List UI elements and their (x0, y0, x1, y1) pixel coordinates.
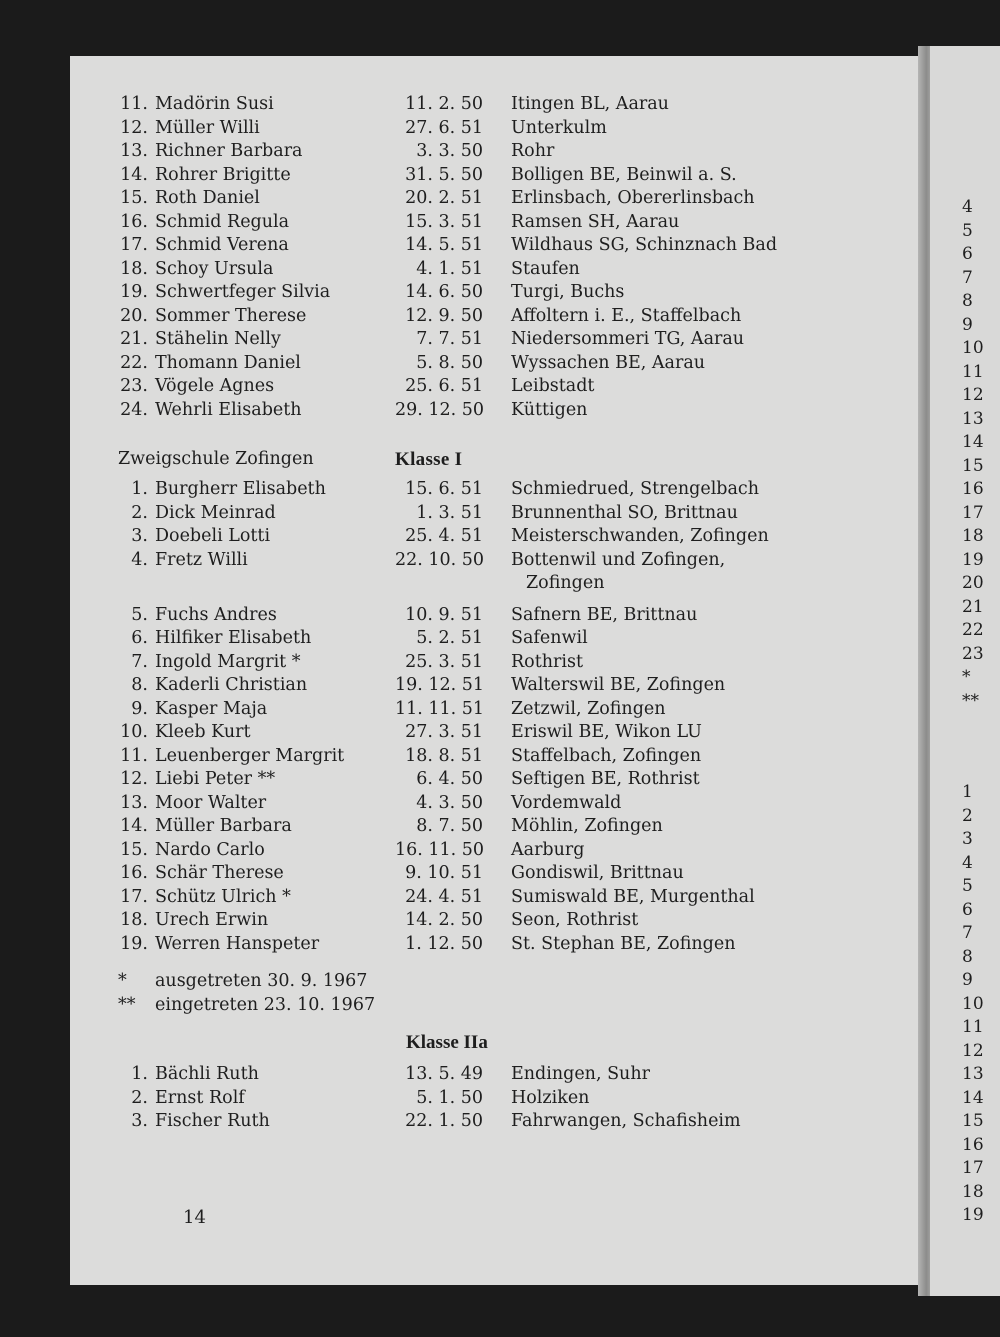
table-row (118, 478, 818, 502)
student-name: Werren Hanspeter (155, 933, 320, 954)
hometown-residence: Holziken (511, 1087, 590, 1108)
birth-date: 11. 11. 51 (395, 698, 485, 719)
spacer (118, 422, 818, 442)
table-row (118, 375, 818, 399)
table-row (118, 792, 818, 816)
table-row (118, 604, 818, 628)
hometown-residence: Itingen BL, Aarau (511, 94, 669, 114)
table-row (118, 258, 818, 282)
right-page-number: 6 (962, 244, 973, 264)
hometown-residence: Niedersommeri TG, Aarau (511, 329, 745, 349)
student-name: Richner Barbara (155, 141, 303, 161)
footnotes (118, 970, 818, 1017)
table-row (118, 1063, 818, 1087)
row-number: 21. (120, 329, 148, 349)
row-number: 3. (131, 526, 148, 546)
student-name: Thomann Daniel (155, 352, 301, 373)
row-number: 5. (131, 604, 148, 625)
hometown-residence: Staffelbach, Zofingen (511, 745, 702, 766)
row-number: 15. (120, 839, 148, 860)
footnote (118, 970, 818, 994)
right-page-number: 10 (962, 338, 984, 358)
right-page-number: 14 (962, 1087, 984, 1108)
row-number: 17. (120, 886, 148, 907)
table-row (118, 933, 818, 957)
birth-date: 3. 3. 50 (416, 141, 483, 161)
hometown-residence: Seon, Rothrist (511, 910, 639, 930)
hometown-residence: Vordemwald (511, 792, 622, 813)
birth-date: 1. 12. 50 (405, 933, 483, 954)
table-row (118, 164, 818, 188)
table-row (118, 234, 818, 258)
birth-date: 24. 4. 51 (405, 886, 483, 907)
spacer (118, 596, 818, 604)
student-name: Dick Meinrad (155, 502, 276, 523)
right-page-number: 9 (962, 314, 973, 335)
student-name: Madörin Susi (155, 94, 274, 114)
right-page-number: ** (962, 690, 979, 711)
page-number: 14 (183, 1207, 206, 1228)
birth-date: 10. 9. 51 (405, 604, 483, 625)
table-row (118, 93, 818, 117)
birth-date: 4. 1. 51 (416, 258, 483, 279)
hometown-residence: Ramsen SH, Aarau (511, 211, 680, 232)
student-name: Burgherr Elisabeth (155, 479, 326, 499)
student-name: Fischer Ruth (155, 1111, 270, 1131)
birth-date: 25. 3. 51 (405, 651, 483, 672)
row-number: 2. (131, 1087, 148, 1108)
class-title-iia: Klasse IIa (406, 1032, 488, 1054)
student-name: Sommer Therese (155, 305, 307, 326)
right-page-number: 16 (962, 1134, 984, 1155)
row-number: 2. (131, 502, 148, 523)
right-page-number: 14 (962, 432, 984, 452)
right-page-number: 21 (962, 596, 984, 617)
student-name: Fuchs Andres (155, 604, 277, 625)
student-name: Roth Daniel (155, 188, 260, 208)
birth-date: 7. 7. 51 (416, 329, 483, 349)
birth-date: 8. 7. 50 (416, 816, 483, 836)
indent (118, 572, 476, 596)
table-row (118, 305, 818, 329)
right-page-number: 19 (962, 1205, 984, 1225)
section-heading-zofingen (118, 442, 818, 478)
right-page-number: 6 (962, 899, 973, 920)
table-row (118, 768, 818, 792)
right-page-number: 18 (962, 526, 984, 546)
hometown-residence: Wildhaus SG, Schinznach Bad (511, 235, 778, 255)
right-page-number: 12 (962, 1040, 984, 1061)
right-page-number: 13 (962, 408, 984, 429)
right-page-numbers-a (930, 196, 984, 713)
footnote-text: ausgetreten 30. 9. 1967 (155, 971, 368, 991)
student-name: Vögele Agnes (155, 376, 275, 396)
hometown-residence: Seftigen BE, Rothrist (511, 769, 700, 789)
hometown-residence: Erlinsbach, Obererlinsbach (511, 188, 755, 208)
right-page-numbers-b (930, 781, 984, 1228)
student-name: Wehrli Elisabeth (155, 399, 302, 420)
student-name: Urech Erwin (155, 910, 269, 930)
table-row (118, 651, 818, 675)
student-name: Schär Therese (155, 863, 284, 883)
table-row (118, 886, 818, 910)
row-number: 6. (131, 628, 148, 648)
right-page-number: 8 (962, 946, 973, 967)
hometown-residence: Meisterschwanden, Zofingen (511, 526, 769, 546)
birth-date: 1. 3. 51 (416, 502, 483, 523)
table-row (118, 909, 818, 933)
hometown-residence: Aarburg (511, 839, 585, 860)
hometown-residence: Walterswil BE, Zofingen (511, 675, 726, 695)
right-page-number: 9 (962, 970, 973, 990)
table-row (118, 698, 818, 722)
right-page-number: 23 (962, 643, 984, 664)
right-page-number: 8 (962, 291, 973, 311)
student-name: Kleeb Kurt (155, 722, 251, 742)
birth-date: 4. 3. 50 (416, 792, 483, 813)
right-page-number: 13 (962, 1064, 984, 1084)
right-page-number: 19 (962, 549, 984, 570)
right-page-number: 11 (962, 361, 984, 382)
hometown-residence: Zetzwil, Zofingen (511, 698, 666, 719)
table-row (118, 187, 818, 211)
student-name: Rohrer Brigitte (155, 164, 291, 185)
row-number: 16. (120, 211, 148, 232)
birth-date: 19. 12. 51 (395, 675, 485, 695)
hometown-residence-cont: Zofingen (526, 573, 605, 593)
right-page-number: 4 (962, 852, 973, 873)
table-row (118, 117, 818, 141)
row-number: 15. (120, 188, 148, 208)
row-number: 14. (120, 164, 148, 185)
list-continued (118, 93, 818, 422)
birth-date: 14. 6. 50 (405, 282, 483, 302)
student-name: Schwertfeger Silvia (155, 282, 331, 302)
hometown-residence: Safnern BE, Brittnau (511, 604, 698, 625)
row-number: 12. (120, 117, 148, 138)
table-row (118, 627, 818, 651)
student-name: Nardo Carlo (155, 839, 265, 860)
birth-date: 22. 10. 50 (395, 549, 485, 570)
right-page-number: 4 (962, 197, 973, 217)
student-name: Schütz Ulrich * (155, 886, 291, 907)
row-number: 9. (131, 698, 148, 719)
hometown-residence: Affoltern i. E., Staffelbach (511, 305, 742, 326)
right-page-number: 22 (962, 620, 984, 640)
right-page-number: 15 (962, 455, 984, 476)
birth-date: 20. 2. 51 (405, 188, 483, 208)
hometown-residence: Rohr (511, 141, 555, 161)
hometown-residence: Eriswil BE, Wikon LU (511, 722, 702, 742)
row-number: 24. (120, 399, 148, 420)
footnote-mark: * (118, 971, 127, 991)
hometown-residence: Leibstadt (511, 376, 595, 396)
birth-date: 5. 8. 50 (416, 352, 483, 373)
birth-date: 15. 6. 51 (405, 479, 483, 499)
footnote-mark: ** (118, 994, 136, 1015)
table-row (118, 525, 818, 549)
right-page-number: 20 (962, 573, 984, 593)
birth-date: 6. 4. 50 (416, 769, 483, 789)
hometown-residence: Turgi, Buchs (511, 282, 625, 302)
table-row (118, 674, 818, 698)
right-page-number: 17 (962, 502, 984, 523)
row-number: 8. (131, 675, 148, 695)
birth-date: 31. 5. 50 (405, 164, 483, 185)
branch-school-title: Zweigschule Zofingen (118, 449, 314, 470)
right-page-number: 2 (962, 805, 973, 826)
hometown-residence: Rothrist (511, 651, 583, 672)
list-zofingen (118, 478, 818, 956)
hometown-residence: Bottenwil und Zofingen, (511, 549, 726, 570)
birth-date: 14. 2. 50 (405, 910, 483, 930)
birth-date: 16. 11. 50 (395, 839, 485, 860)
birth-date: 22. 1. 50 (405, 1111, 483, 1131)
birth-date: 27. 3. 51 (405, 722, 483, 742)
row-number: 17. (120, 235, 148, 255)
student-name: Leuenberger Margrit (155, 745, 345, 766)
row-number: 7. (131, 651, 148, 672)
right-page-number: 17 (962, 1158, 984, 1178)
row-number: 11. (120, 94, 148, 114)
table-row (118, 140, 818, 164)
list-iia (118, 1063, 818, 1134)
student-name: Müller Barbara (155, 816, 292, 836)
right-page-number: 16 (962, 479, 984, 499)
footnote (118, 994, 818, 1018)
birth-date: 18. 8. 51 (405, 745, 483, 766)
right-page-number: 5 (962, 220, 973, 241)
table-row (118, 352, 818, 376)
student-name: Stähelin Nelly (155, 329, 281, 349)
hometown-residence: St. Stephan BE, Zofingen (511, 933, 736, 954)
row-number: 19. (120, 933, 148, 954)
right-page-number: 7 (962, 923, 973, 943)
right-page-number: 15 (962, 1111, 984, 1131)
hometown-residence: Gondiswil, Brittnau (511, 863, 684, 883)
row-number: 13. (120, 792, 148, 813)
student-name: Müller Willi (155, 117, 260, 138)
right-page-number: 5 (962, 876, 973, 896)
student-name: Liebi Peter ** (155, 769, 276, 789)
footnote-text: eingetreten 23. 10. 1967 (155, 994, 376, 1015)
student-name: Schmid Verena (155, 235, 289, 255)
hometown-residence: Bolligen BE, Beinwil a. S. (511, 164, 737, 185)
row-number: 1. (131, 1064, 148, 1084)
birth-date: 27. 6. 51 (405, 117, 483, 138)
table-row (118, 281, 818, 305)
row-number: 18. (120, 910, 148, 930)
table-row-continuation (118, 572, 818, 596)
hometown-residence: Staufen (511, 258, 580, 279)
table-row (118, 1110, 818, 1134)
right-page-number: 18 (962, 1181, 984, 1202)
row-number: 19. (120, 282, 148, 302)
birth-date: 15. 3. 51 (405, 211, 483, 232)
hometown-residence: Endingen, Suhr (511, 1064, 650, 1084)
row-number: 16. (120, 863, 148, 883)
spacer (118, 956, 818, 970)
row-number: 10. (120, 722, 148, 742)
hometown-residence: Fahrwangen, Schafisheim (511, 1111, 741, 1131)
hometown-residence: Möhlin, Zofingen (511, 816, 663, 836)
hometown-residence: Küttigen (511, 399, 588, 420)
student-name: Kaderli Christian (155, 675, 308, 695)
hometown-residence: Sumiswald BE, Murgenthal (511, 886, 755, 907)
row-number: 4. (131, 549, 148, 570)
table-row (118, 399, 818, 423)
right-page-number: 12 (962, 385, 984, 405)
row-number: 18. (120, 258, 148, 279)
hometown-residence: Schmiedrued, Strengelbach (511, 479, 760, 499)
birth-date: 25. 6. 51 (405, 376, 483, 396)
table-row (118, 745, 818, 769)
student-name: Ingold Margrit * (155, 651, 301, 672)
row-number: 3. (131, 1111, 148, 1131)
student-name: Fretz Willi (155, 549, 248, 570)
student-name: Moor Walter (155, 792, 267, 813)
right-page-number: 10 (962, 993, 984, 1014)
row-number: 1. (131, 479, 148, 499)
table-row (118, 328, 818, 352)
birth-date: 9. 10. 51 (405, 863, 483, 883)
row-number: 13. (120, 141, 148, 161)
right-page-number: 1 (962, 782, 973, 802)
table-row (118, 502, 818, 526)
birth-date: 5. 2. 51 (416, 628, 483, 648)
row-number: 11. (120, 745, 148, 766)
right-page-number: 3 (962, 829, 973, 849)
birth-date: 14. 5. 51 (405, 235, 483, 255)
book-page-right-fragment (930, 46, 1000, 1296)
right-page-number: 11 (962, 1017, 984, 1037)
birth-date: 12. 9. 50 (405, 305, 483, 326)
hometown-residence: Brunnenthal SO, Brittnau (511, 502, 738, 523)
table-row (118, 1087, 818, 1111)
student-name: Hilfiker Elisabeth (155, 628, 312, 648)
birth-date: 5. 1. 50 (416, 1087, 483, 1108)
student-name: Doebeli Lotti (155, 526, 271, 546)
class-title-i: Klasse I (395, 449, 463, 471)
right-page-number: * (962, 667, 971, 687)
hometown-residence: Safenwil (511, 628, 588, 648)
row-number: 20. (120, 305, 148, 326)
row-number: 12. (120, 769, 148, 789)
table-row (118, 211, 818, 235)
birth-date: 25. 4. 51 (405, 526, 483, 546)
table-row (118, 721, 818, 745)
row-number: 14. (120, 816, 148, 836)
student-name: Schmid Regula (155, 211, 290, 232)
right-page-number: 7 (962, 267, 973, 288)
hometown-residence: Unterkulm (511, 117, 607, 138)
student-list (118, 93, 818, 1134)
table-row (118, 839, 818, 863)
birth-date: 29. 12. 50 (395, 399, 485, 420)
student-name: Kasper Maja (155, 698, 268, 719)
student-name: Ernst Rolf (155, 1087, 245, 1108)
row-number: 23. (120, 376, 148, 396)
table-row (118, 862, 818, 886)
birth-date: 13. 5. 49 (405, 1064, 483, 1084)
birth-date: 11. 2. 50 (405, 94, 483, 114)
hometown-residence: Wyssachen BE, Aarau (511, 352, 706, 373)
student-name: Bächli Ruth (155, 1064, 259, 1084)
student-name: Schoy Ursula (155, 258, 274, 279)
table-row (118, 549, 818, 573)
table-row (118, 815, 818, 839)
row-number: 22. (120, 352, 148, 373)
